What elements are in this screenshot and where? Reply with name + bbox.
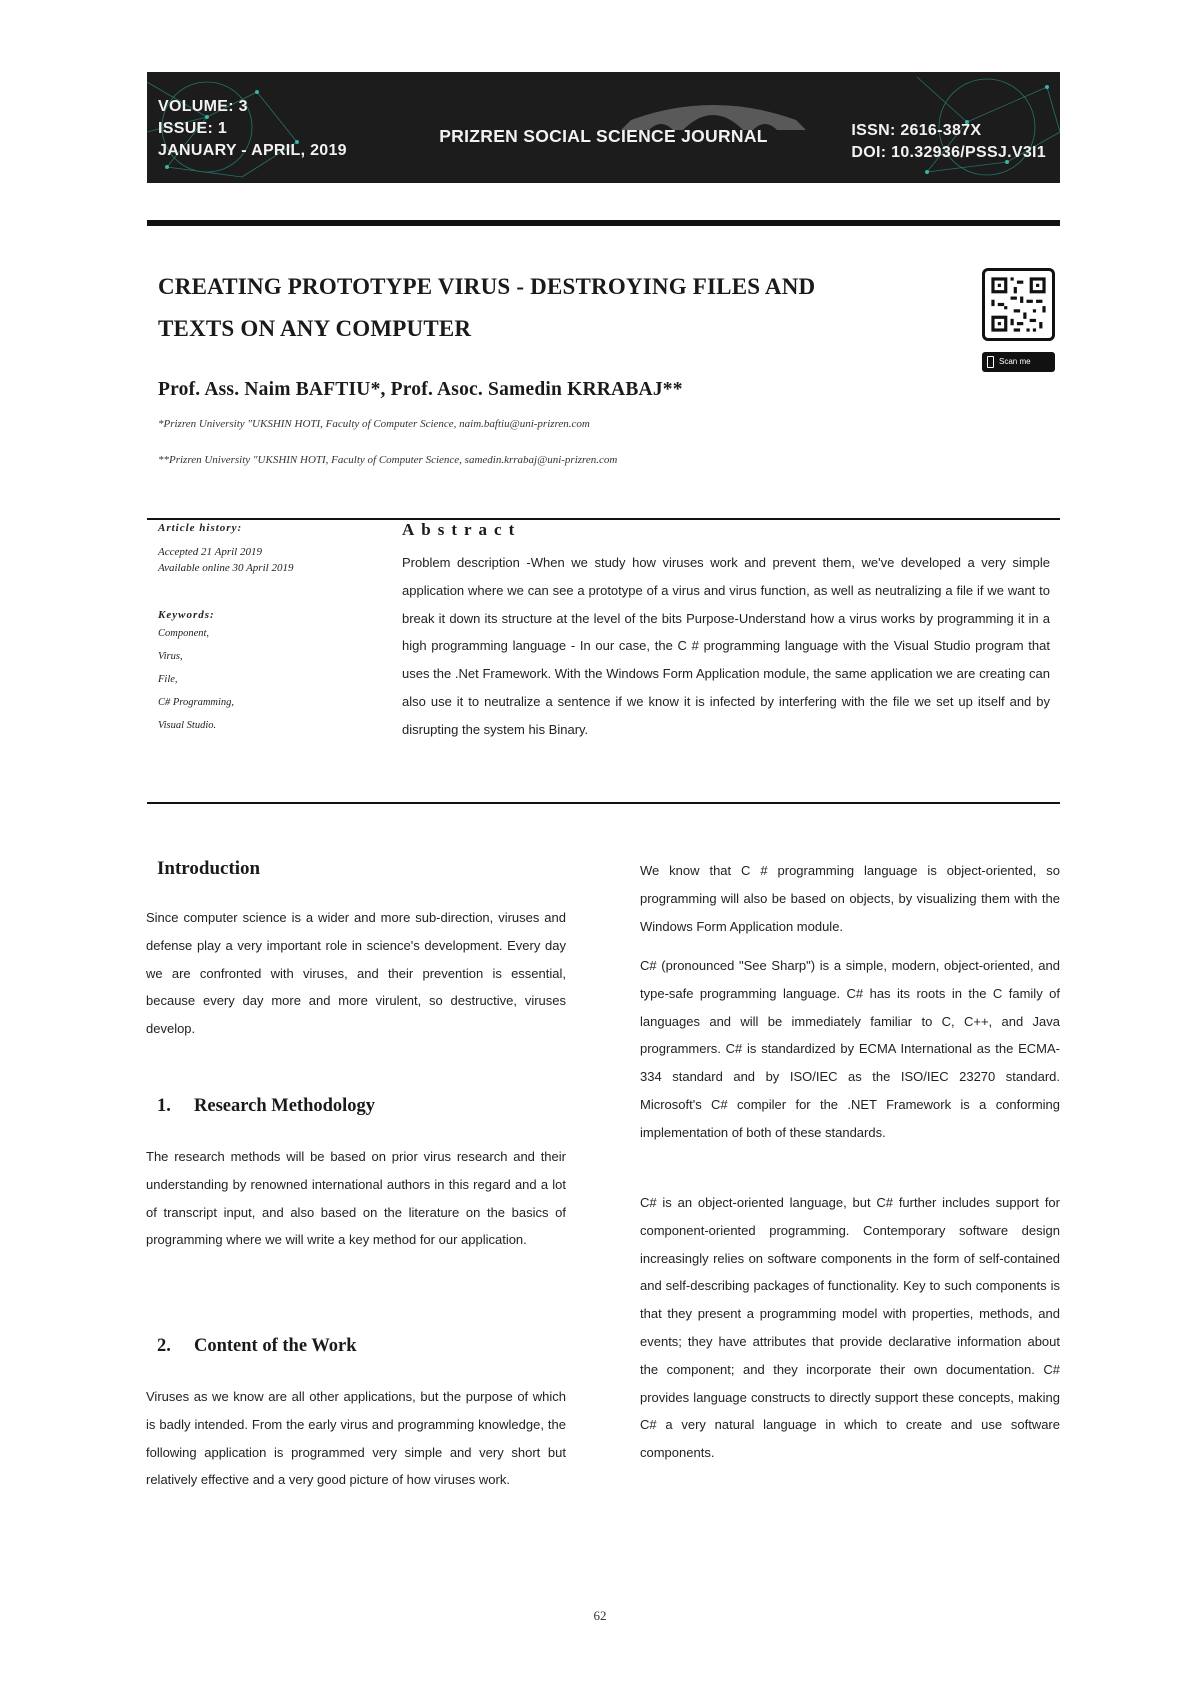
banner-doi: DOI: 10.32936/PSSJ.V3I1	[851, 144, 1046, 161]
article-history-heading: Article history:	[158, 522, 243, 534]
paper-title	[158, 266, 918, 350]
keyword-item: File,	[158, 674, 178, 685]
authors: Prof. Ass. Naim BAFTIU*, Prof. Asoc. Samedin KRRABAJ**	[158, 379, 683, 400]
abstract-heading: Abstract	[402, 520, 522, 539]
right-paragraph-1: We know that C # programming language is object-oriented, so programming will also be based on objects, by visualizing them with the Windows Form Application module.	[640, 863, 1060, 934]
section-1-paragraph: The research methods will be based on prior virus research and their understanding by renowned international authors in this regard and a lot of transcript input, and also based on the literature on the basics of programming where we will write a key method for our application.	[146, 1149, 566, 1248]
page-number: 62	[593, 1608, 607, 1623]
banner-volume: VOLUME: 3	[158, 98, 248, 115]
banner-issue: ISSUE: 1	[158, 120, 228, 137]
section-1-heading	[157, 1096, 375, 1117]
qr-frame	[982, 268, 1055, 341]
journal-banner	[147, 72, 1060, 183]
right-paragraph-2: C# (pronounced "See Sharp") is a simple, modern, object-oriented, and type-safe programming language. C# has its roots in the C family of languages and will be immediately familiar to C, C++, and Java programmers. C# is standardized by ECMA International as the ECMA-334 standard and by ISO/IEC as the ISO/IEC 23270 standard. Microsoft's C# compiler for the .NET Framework is a conforming implementation of both of these standards.	[640, 958, 1060, 1140]
section-2-number: 2.	[157, 1336, 171, 1356]
qr-code[interactable]	[982, 268, 1055, 372]
keyword-item: Virus,	[158, 651, 183, 662]
accepted-date: Accepted 21 April 2019	[158, 546, 262, 558]
section-1-number: 1.	[157, 1096, 171, 1116]
abstract-text: Problem description -When we study how viruses work and prevent them, we've developed a very simple application where we can see a prototype of a virus and virus function, as well as neutralizing a file if we want to break it down its structure at the level of the bits Purpose-Understand how a virus works by programming it in a high programming language - In our case, the C # programming language with the Visual Studio program that uses the .Net Framework. With the Windows Form Application module, the same application we are creating can also use it to neutralize a sentence if we know it is infected by interfering with the file we set up itself and by disrupting the system his Binary.	[402, 555, 1050, 737]
section-2-title: Content of the Work	[194, 1336, 357, 1356]
introduction-heading: Introduction	[157, 858, 261, 879]
qr-pattern	[985, 271, 1052, 338]
paper-title-line-2: TEXTS ON ANY COMPUTER	[158, 316, 472, 341]
header-divider	[147, 220, 1060, 226]
paper-title-line-1: CREATING PROTOTYPE VIRUS - DESTROYING FILES AND	[158, 274, 816, 299]
abstract-top-divider	[147, 518, 1060, 520]
keywords-heading: Keywords:	[158, 609, 215, 621]
phone-icon	[987, 356, 994, 368]
introduction-paragraph: Since computer science is a wider and more sub-direction, viruses and defense play a very important role in science's development. Every day we are confronted with viruses, and their prevention is essential, because every day more and more virulent, so destructive, viruses develop.	[146, 910, 566, 1037]
qr-scan-tab	[982, 352, 1055, 372]
section-2-paragraph: Viruses as we know are all other applications, but the purpose of which is badly intended. From the early virus and programming knowledge, the following application is programmed very simple and very short but relatively effective and a very good picture of how viruses work.	[146, 1389, 566, 1488]
right-paragraph-3: C# is an object-oriented language, but C# further includes support for component-oriented programming. Contemporary software design increasingly relies on software components in the form of self-contained and self-describing packages of functionality. Key to such components is that they present a programming model with properties, methods, and events; they have attributes that provide declarative information about the component; and they incorporate their own documentation. C# provides language constructs to directly support these concepts, making C# a very natural language in which to create and use software components.	[640, 1195, 1060, 1461]
abstract-bottom-divider	[147, 802, 1060, 804]
affiliation-1: *Prizren University "UKSHIN HOTI, Faculty of Computer Science, naim.baftiu@uni-prizren.com	[158, 418, 590, 430]
banner-journal-name: PRIZREN SOCIAL SCIENCE JOURNAL	[439, 126, 768, 146]
banner-period: JANUARY - APRIL, 2019	[158, 142, 347, 159]
banner-identifiers	[851, 120, 1046, 164]
section-1-title: Research Methodology	[194, 1096, 376, 1116]
affiliation-2: **Prizren University "UKSHIN HOTI, Faculty of Computer Science, samedin.krrabaj@uni-prizren.com	[158, 454, 618, 466]
keyword-item: C# Programming,	[158, 697, 235, 708]
qr-scan-label: Scan me	[999, 357, 1031, 366]
available-date: Available online 30 April 2019	[158, 562, 294, 574]
keyword-item: Component,	[158, 628, 210, 639]
banner-issn: ISSN: 2616-387X	[851, 122, 982, 139]
section-2-heading	[157, 1336, 357, 1357]
keyword-item: Visual Studio.	[158, 720, 217, 731]
